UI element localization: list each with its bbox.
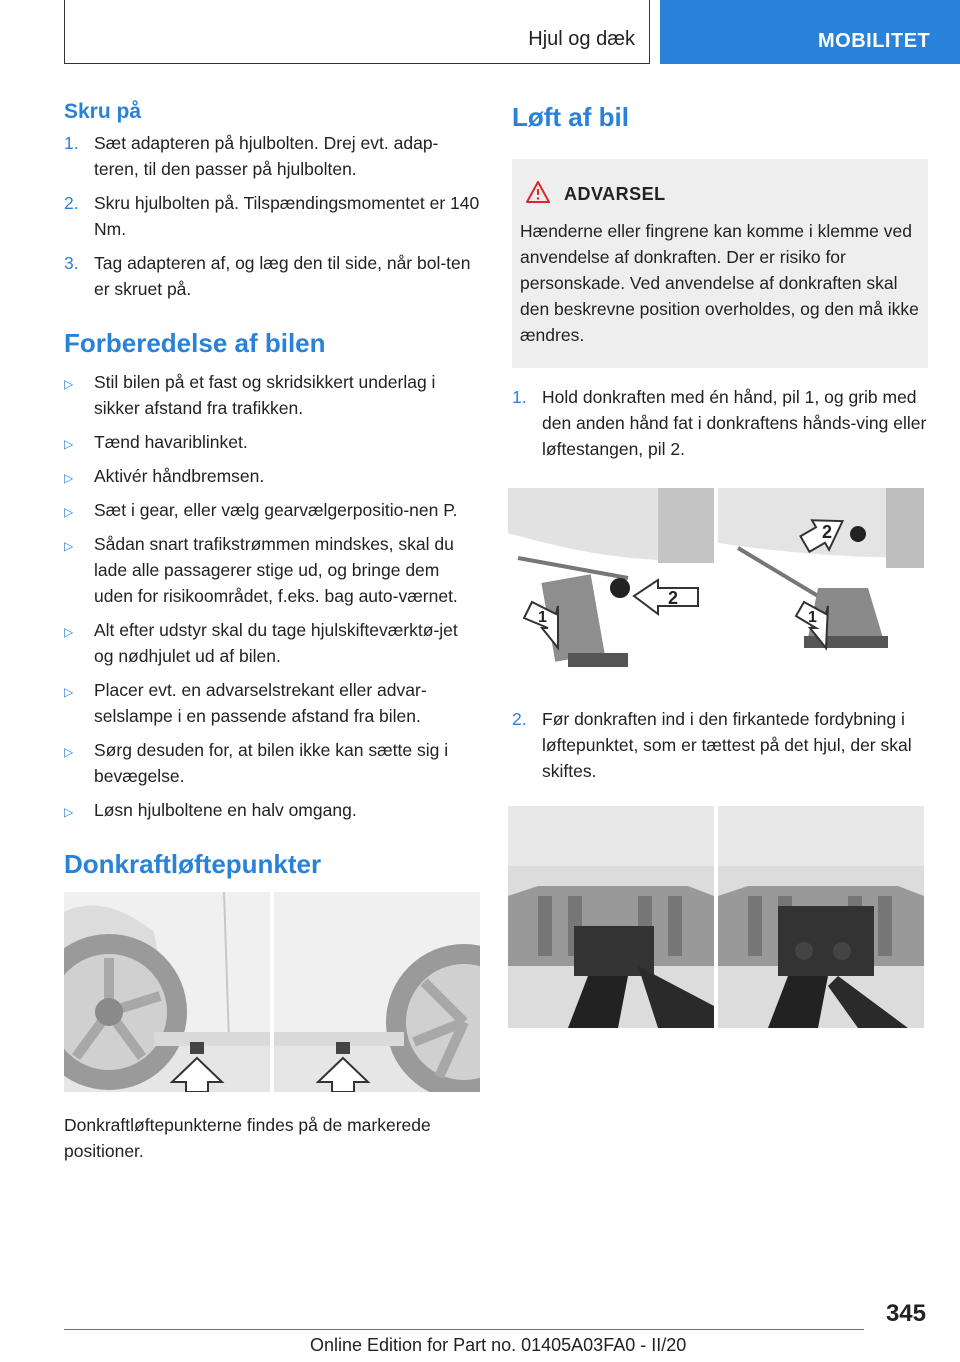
forberedelse-list: [64, 369, 480, 823]
jack-point-rear-photo: [274, 892, 480, 1092]
list-item: [64, 429, 480, 455]
step-number: 1.: [64, 133, 79, 153]
heading-loeft-af-bil: Løft af bil: [512, 102, 629, 132]
step-number: 3.: [64, 253, 79, 273]
page-number: 345: [885, 1300, 926, 1327]
step-text: Hold donkraften med én hånd, pil 1, og grib med den anden hånd fat i donkraftens hånds-ving eller løftestangen, pil 2.: [542, 387, 927, 459]
step-number: 1.: [512, 387, 527, 407]
triangle-bullet-icon: ▷: [64, 471, 74, 485]
jack-hold-photo-right: [718, 488, 924, 680]
bullet-text: Stil bilen på et fast og skridsikkert underlag i sikker afstand fra trafikken.: [94, 372, 436, 418]
bullet-text: Placer evt. en advarselstrekant eller advar-selslampe i en passende afstand fra bilen.: [94, 680, 427, 726]
list-item: [64, 797, 480, 823]
step-number: 2.: [64, 193, 79, 213]
svg-text:1: 1: [538, 609, 547, 626]
triangle-bullet-icon: ▷: [64, 437, 74, 451]
bullet-text: Løsn hjulboltene en halv omgang.: [94, 800, 357, 820]
svg-text:1: 1: [808, 609, 817, 626]
warning-header: [520, 181, 920, 208]
warning-body: Hænderne eller fingrene kan komme i klemme ved anvendelse af donkraften. Der er risiko for personskade. Ved anvendelse af donkraften skal den beskrevne position overholdes, og den må ikke ændres.: [520, 221, 919, 345]
right-column: [512, 100, 928, 1054]
header-section-title: Hjul og dæk: [528, 28, 635, 50]
bullet-text: Sæt i gear, eller vælg gearvælgerpositio-nen P.: [94, 500, 458, 520]
list-item: [64, 190, 480, 242]
loeft-step-2: [512, 706, 928, 784]
triangle-bullet-icon: ▷: [64, 377, 74, 391]
list-item: [64, 250, 480, 302]
svg-text:2: 2: [822, 522, 833, 542]
header-chapter-tab: [660, 0, 960, 64]
header-section-box: [64, 0, 650, 64]
heading-skru-paa: Skru på: [64, 100, 142, 123]
header-chapter-label: MOBILITET: [818, 30, 931, 52]
step-text: Tag adapteren af, og læg den til side, når bol-ten er skruet på.: [94, 253, 471, 299]
bullet-text: Sådan snart trafikstrømmen mindskes, skal du lade alle passagerer stige ud, og bringe dem uden for risikoområdet, f.eks. bag auto-værnet.: [94, 534, 458, 606]
step-text: Sæt adapteren på hjulbolten. Drej evt. adap-teren, til den passer på hjulbolten.: [94, 133, 439, 179]
step-text: Før donkraften ind i den firkantede fordybning i løftepunktet, som er tættest på det hjul, der skal skiftes.: [542, 709, 912, 781]
step-text: Skru hjulbolten på. Tilspændingsmomentet er 140 Nm.: [94, 193, 480, 239]
list-item: [64, 677, 480, 729]
step-number: 2.: [512, 709, 527, 729]
heading-forberedelse: Forberedelse af bilen: [64, 328, 326, 358]
svg-text:2: 2: [668, 588, 679, 608]
loeft-step-1: [512, 384, 928, 462]
bullet-text: Sørg desuden for, at bilen ikke kan sætte sig i bevægelse.: [94, 740, 449, 786]
triangle-bullet-icon: ▷: [64, 745, 74, 759]
bullet-text: Alt efter udstyr skal du tage hjulskifteværktø-jet og nødhjulet ud af bilen.: [94, 620, 458, 666]
list-item: [64, 617, 480, 669]
warning-box: [512, 159, 928, 368]
jack-points-photos: [64, 892, 480, 1092]
list-item: [64, 737, 480, 789]
triangle-bullet-icon: ▷: [64, 805, 74, 819]
jack-point-front-photo: [64, 892, 270, 1092]
skru-steps: [64, 130, 480, 302]
triangle-bullet-icon: ▷: [64, 505, 74, 519]
jack-lift-point-photos: [508, 806, 924, 1028]
list-item: [512, 706, 928, 784]
left-column: [64, 100, 480, 1164]
list-item: [64, 531, 480, 609]
list-item: [64, 497, 480, 523]
jack-points-caption: Donkraftløftepunkterne findes på de markerede positioner.: [64, 1115, 431, 1161]
triangle-bullet-icon: ▷: [64, 685, 74, 699]
warning-title: ADVARSEL: [564, 184, 666, 204]
list-item: [64, 130, 480, 182]
footer-divider: [64, 1329, 864, 1330]
bullet-text: Tænd havariblinket.: [94, 432, 248, 452]
list-item: [64, 369, 480, 421]
bullet-text: Aktivér håndbremsen.: [94, 466, 265, 486]
triangle-bullet-icon: ▷: [64, 625, 74, 639]
heading-donkraftloeftepunkter: Donkraftløftepunkter: [64, 849, 322, 879]
jack-lift-point-photo-left: [508, 806, 714, 1028]
jack-hold-photos: [508, 488, 924, 680]
triangle-bullet-icon: ▷: [64, 539, 74, 553]
list-item: [512, 384, 928, 462]
warning-triangle-icon: [526, 181, 550, 208]
footer-edition: Online Edition for Part no. 01405A03FA0 - II/20: [310, 1335, 687, 1355]
jack-hold-photo-left: [508, 488, 714, 680]
jack-lift-point-photo-right: [718, 806, 924, 1028]
list-item: [64, 463, 480, 489]
